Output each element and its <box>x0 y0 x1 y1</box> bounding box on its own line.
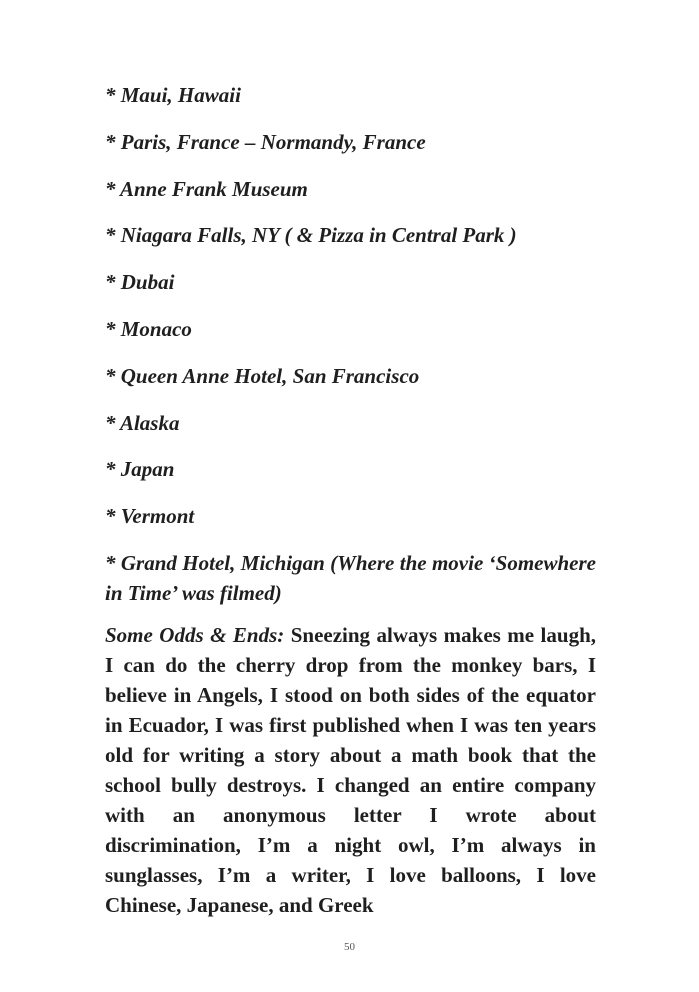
paragraph-body: Sneezing always makes me laugh, I can do the cherry drop from the monkey bars, I believe in Angels, I stood on both sides of the equator in Ecuador, I was first published when I was ten years old for writing a story about a math book that the school bully destroys. I changed an entire company with an anonymous letter I wrote about discrimination, I’m a night owl, I’m always in sunglasses, I’m a writer, I love balloons, I love Chinese, Japanese, and Greek <box>105 622 596 917</box>
page-number: 50 <box>344 941 355 953</box>
list-item: * Anne Frank Museum <box>105 176 308 201</box>
list-item: * Japan <box>105 457 175 482</box>
travel-list <box>105 80 596 608</box>
list-item: * Dubai <box>105 270 175 295</box>
list-item: * Alaska <box>105 410 180 435</box>
list-item: * Monaco <box>105 316 192 341</box>
odds-and-ends-paragraph <box>105 620 596 920</box>
list-item: * Paris, France – Normandy, France <box>105 129 426 154</box>
list-item: * Queen Anne Hotel, San Francisco <box>105 363 420 388</box>
list-item: * Maui, Hawaii <box>105 83 241 107</box>
paragraph-lead: Some Odds & Ends: <box>105 622 285 647</box>
list-item: * Grand Hotel, Michigan (Where the movie ‘Somewhere in Time’ was filmed) <box>105 550 596 605</box>
list-item: * Vermont <box>105 504 195 529</box>
list-item: * Niagara Falls, NY ( & Pizza in Central Park ) <box>105 223 517 248</box>
page-content <box>105 80 596 920</box>
